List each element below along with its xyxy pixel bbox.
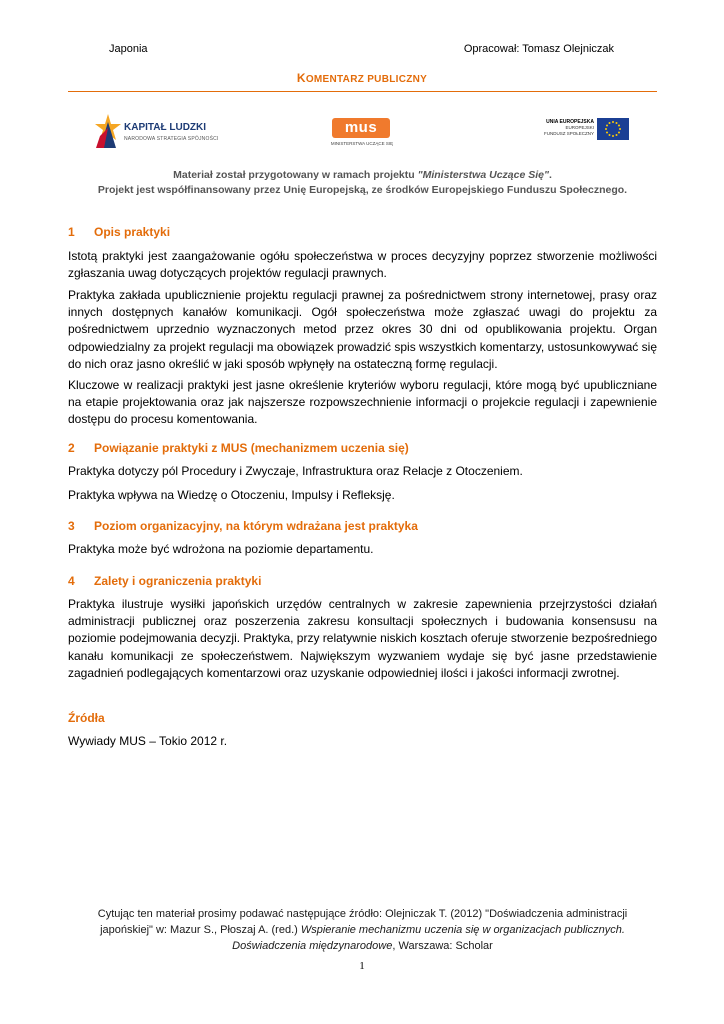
eu-line-1: UNIA EUROPEJSKA: [546, 119, 594, 125]
citation-line-3b: , Warszawa: Scholar: [392, 940, 493, 952]
section-number: 4: [68, 574, 75, 588]
eu-flag-icon: [597, 118, 629, 140]
citation-line-2a: japońskiej" w: Mazur S., Płoszaj A. (red.): [100, 924, 301, 936]
section-2-paragraph-1: Praktyka dotyczy pól Procedury i Zwyczaje, Infrastruktura oraz Relacje z Otoczeniem.: [68, 464, 523, 478]
section-number: 1: [68, 225, 75, 239]
section-4-heading: [68, 574, 261, 588]
citation-line-2b: Wspieranie mechanizmu uczenia się w organizacjach publicznych.: [300, 924, 625, 936]
section-2-paragraph-2: Praktyka wpływa na Wiedzę o Otoczeniu, Impulsy i Refleksję.: [68, 488, 395, 502]
eu-line-2: EUROPEJSKI: [565, 125, 594, 130]
section-number: 3: [68, 519, 75, 533]
section-1-paragraph-3: Kluczowe w realizacji praktyki jest jasne określenie kryteriów wyboru regulacji, które mogą być upubliczniane na etapie projektowania oraz jak najszersze rozpowszechnienie informacji o projekcie regulacji i zapewnienie dostępu do procesu komentowania.: [68, 378, 657, 427]
mus-logo: [326, 116, 398, 150]
mus-logo-mark: mus: [332, 118, 390, 138]
eu-logo-text: [544, 119, 594, 137]
section-title: Zalety i ograniczenia praktyki: [94, 574, 262, 588]
intro-text-c: .: [548, 169, 552, 181]
section-1-heading: [68, 225, 170, 239]
eu-line-3: FUNDUSZ SPOŁECZNY: [544, 131, 595, 136]
section-3-heading: [68, 519, 418, 533]
kapital-ludzki-logo: [94, 112, 219, 150]
citation-footer: [68, 906, 657, 954]
page-number: 1: [359, 960, 365, 972]
document-title: [0, 71, 724, 85]
section-2-heading: [68, 441, 409, 455]
section-title: Poziom organizacyjny, na którym wdrażana jest praktyka: [94, 519, 418, 533]
section-1-paragraph-1: Istotą praktyki jest zaangażowanie ogółu społeczeństwa w proces decyzyjny poprzez stworzenie możliwości zgłaszania uwag dotyczących projektów regulacji prawnych.: [68, 249, 657, 281]
sources-heading: Źródła: [68, 711, 105, 725]
logo-strip: [68, 108, 657, 150]
intro-funding: Projekt jest współfinansowany przez Unię Europejską, ze środków Europejskiego Funduszu Społecznego.: [97, 184, 628, 196]
mus-logo-caption: MINISTERSTWA UCZĄCE SIĘ: [330, 141, 394, 146]
section-4-paragraph-1: Praktyka ilustruje wysiłki japońskich urzędów centralnych w zakresie zapewnienia przejrzystości działań administracji publicznej oraz poszerzenia zakresu konsultacji społecznych i budowania konsensusu na poziomie podejmowania decyzji. Praktyka, przy relatywnie niskich kosztach oferuje stworzenie bezpośredniego kanału komunikacji ze społeczeństwem. Największym wyzwaniem wydaje się być jasne przedstawienie zagadnień podlegających komentarzowi oraz uzyskanie odpowiedniej ilości i jakości informacji zwrotnej.: [68, 597, 657, 680]
project-intro: [68, 168, 657, 198]
header-author: Opracował: Tomasz Olejniczak: [463, 43, 614, 55]
header-divider: [68, 91, 657, 92]
kapital-ludzki-star-icon: [94, 112, 122, 150]
intro-project-name: "Ministerstwa Uczące Się": [417, 169, 549, 181]
section-title: Powiązanie praktyki z MUS (mechanizmem uczenia się): [94, 441, 409, 455]
intro-text-a: Materiał został przygotowany w ramach projektu: [173, 169, 418, 181]
header-country: Japonia: [109, 43, 148, 55]
section-title: Opis praktyki: [94, 225, 171, 239]
eu-logo: [544, 118, 628, 144]
citation-line-3a: Doświadczenia międzynarodowe: [232, 940, 393, 952]
section-1-paragraph-2: Praktyka zakłada upublicznienie projektu regulacji prawnej za pośrednictwem strony internetowej, prasy oraz innych dostępnych kanałów komunikacji. Ogół społeczeństwa może zgłaszać uwagi do projektu za pośrednictwem uprzednio wyznaczonych metod przez okres 30 dni od opublikowania projektu. Organ odpowiedzialny za projekt regulacji ma obowiązek prowadzić spis wszystkich komentarzy, ustosunkowywać się do nich oraz jasno określić w jaki sposób wpłynęły na ostateczną formę regulacji.: [68, 288, 657, 371]
title-initial: K: [296, 71, 306, 85]
kapital-ludzki-title: KAPITAŁ LUDZKI: [124, 122, 207, 133]
section-number: 2: [68, 441, 75, 455]
kapital-ludzki-subtitle: NARODOWA STRATEGIA SPÓJNOŚCI: [124, 136, 219, 142]
section-3-paragraph-1: Praktyka może być wdrożona na poziomie departamentu.: [68, 542, 374, 556]
sources-text: Wywiady MUS – Tokio 2012 r.: [68, 734, 228, 748]
title-rest: OMENTARZ PUBLICZNY: [305, 74, 428, 85]
citation-line-1: Cytując ten materiał prosimy podawać następujące źródło: Olejniczak T. (2012) "Doświadczenia administracji: [97, 908, 628, 920]
